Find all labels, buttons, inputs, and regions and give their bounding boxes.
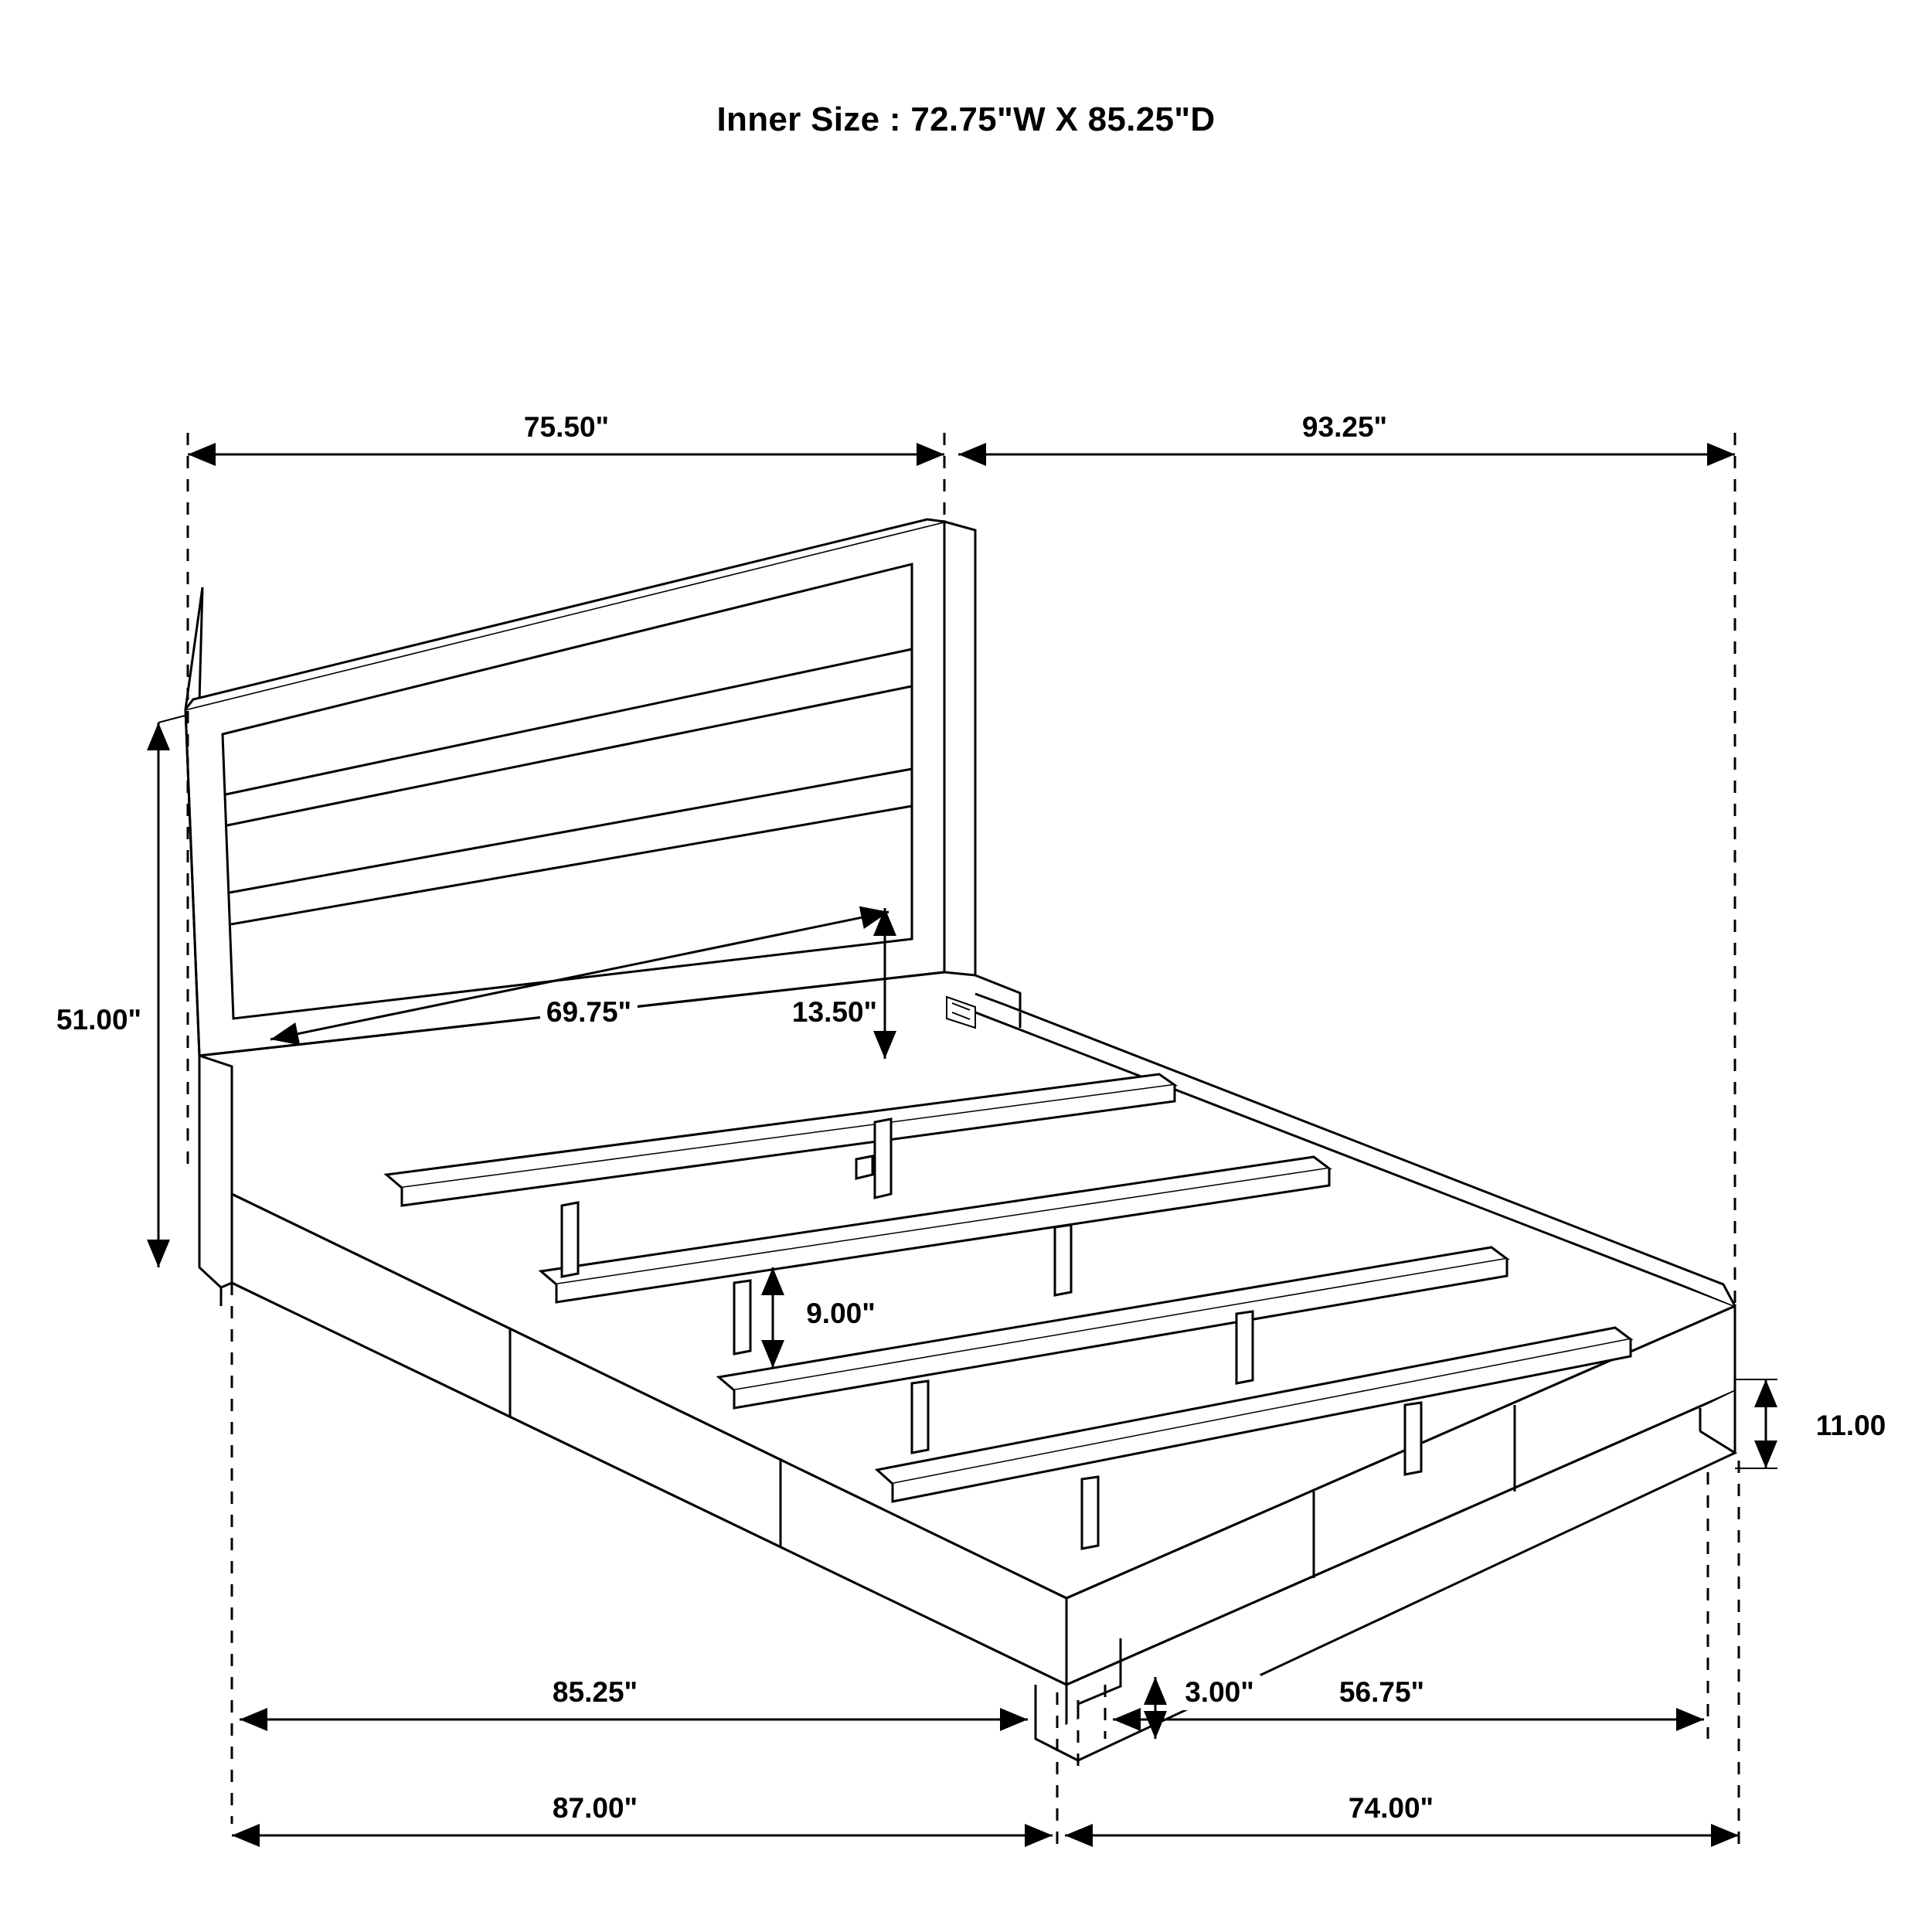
dimension-label-headboard-height: 51.00": [50, 1002, 148, 1038]
dimension-label-top-right: 93.25": [1296, 410, 1393, 445]
page-title: Inner Size : 72.75"W X 85.25"D: [716, 100, 1216, 138]
dimension-label-slat-height: 9.00": [800, 1296, 882, 1332]
dimension-label-bottom-left-outer: 87.00": [546, 1791, 644, 1826]
dimension-label-bottom-right-outer: 74.00": [1342, 1791, 1440, 1826]
dimension-label-bottom-right-inner: 56.75": [1333, 1675, 1430, 1710]
dimension-label-top-left: 75.50": [518, 410, 615, 445]
dimension-label-bottom-left-inner: 85.25": [546, 1675, 644, 1710]
dimension-label-foot-clearance: 3.00": [1179, 1675, 1260, 1710]
bed-outline: [185, 519, 1735, 1760]
dimension-label-headboard-gap: 13.50": [786, 995, 883, 1030]
dimension-label-panel-width: 69.75": [540, 995, 638, 1030]
dimension-label-rail-height: 11.00: [1810, 1408, 1893, 1444]
